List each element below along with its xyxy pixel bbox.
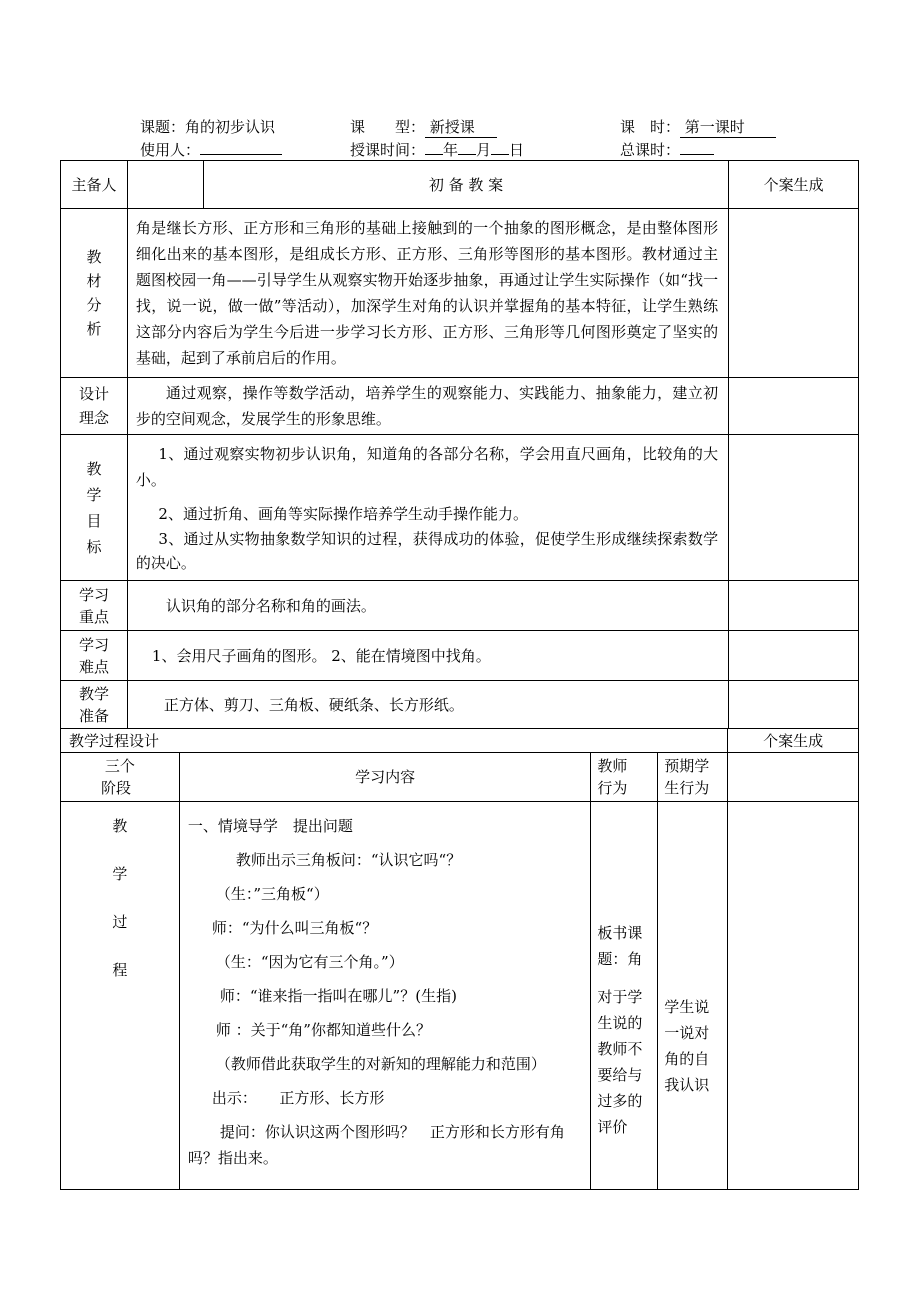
student-col-header: 预期学 生行为 [658, 753, 728, 802]
process-table [60, 728, 859, 1190]
total-value [680, 154, 714, 155]
process-body-row [61, 802, 859, 1190]
teacher-note-1: 板书课题：角 [597, 924, 643, 968]
key-point-text: 认识角的部分名称和角的画法。 [127, 581, 728, 631]
user-value [200, 154, 282, 155]
goals-row [61, 435, 859, 581]
design-concept-text: 通过观察，操作等数学活动，培养学生的观察能力、实践能力、抽象能力，建立初步的空间观念，发展学生的形象思维。 [127, 378, 728, 435]
student-note-1: 学生说一说对角的自我认识 [664, 998, 710, 1094]
difficulty-label: 学习 难点 [61, 631, 128, 681]
key-point-label: 学习 重点 [61, 581, 128, 631]
topic-row [140, 116, 275, 137]
lesson-type-label: 课 型： [350, 118, 426, 136]
goals-text [127, 435, 728, 581]
process-title: 教学过程设计 [61, 729, 728, 753]
process-header-row [61, 753, 859, 802]
design-concept-row [61, 378, 859, 435]
preparer-value [127, 161, 203, 209]
date-year: 年 [443, 141, 459, 159]
lesson-type-row [350, 116, 497, 138]
content-line-1: 一、情境导学 提出问题 [187, 817, 353, 835]
topic-label: 课题： [140, 118, 186, 136]
date-label: 授课时间： [350, 141, 426, 159]
goal-3: 3、通过从实物抽象数学知识的过程，获得成功的体验，促使学生形成继续探索数学的决心。 [135, 529, 719, 572]
content-col-header: 学习内容 [179, 753, 590, 802]
date-month: 月 [476, 141, 492, 159]
lesson-type-value: 新授课 [429, 118, 475, 136]
total-label: 总课时： [620, 141, 681, 159]
personal-col-header: 个案生成 [729, 161, 859, 209]
prep-row [61, 681, 859, 729]
content-line-3: （生：”三角板“） [215, 885, 329, 903]
content-line-7: 师 ：关于“角”你都知道些什么？ [215, 1021, 431, 1039]
goal-1: 1、通过观察实物初步认识角，知道角的各部分名称，学会用直尺画角，比较角的大小。 [135, 444, 719, 489]
difficulty-text: 1、会用尺子画角的图形。 2、能在情境图中找角。 [127, 631, 728, 681]
plan-header-row [61, 161, 859, 209]
content-line-8: （教师借此获取学生的对新知的理解能力和范围） [215, 1055, 546, 1073]
preparer-label: 主备人 [61, 161, 128, 209]
content-line-10: 提问：你认识这两个图形吗？ 正方形和长方形有角吗？指出来。 [187, 1123, 565, 1167]
material-analysis-label: 教 材 分 析 [61, 209, 128, 378]
teacher-note-2: 对于学生说的教师不要给与过多的评价 [597, 988, 643, 1136]
process-title-row [61, 729, 859, 753]
material-analysis-row [61, 209, 859, 378]
teacher-cell [591, 802, 658, 1190]
content-line-5: （生：“因为它有三个角。”） [215, 953, 404, 971]
stage-char-2: 学 [112, 865, 128, 883]
user-label: 使用人： [140, 141, 201, 159]
prep-text: 正方体、剪刀、三角板、硬纸条、长方形纸。 [127, 681, 728, 729]
period-row [620, 116, 776, 138]
content-line-6: 师：“谁来指一指叫在哪儿”？(生指) [219, 987, 457, 1005]
date-day: 日 [509, 141, 525, 159]
period-value: 第一课时 [684, 118, 745, 136]
period-label: 课 时： [620, 118, 681, 136]
content-line-9: 出示： 正方形、长方形 [211, 1089, 385, 1107]
material-analysis-text: 角是继长方形、正方形和三角形的基础上接触到的一个抽象的图形概念，是由整体图形细化出来的基本图形，是组成长方形、正方形、三角形等图形的基本图形。教材通过主题图校园一角——引导学生从观察实物开始逐步抽象，再通过让学生实际操作（如“找一找，说一说，做一做”等活动），加深学生对角的认识并掌握角的基本特征，让学生熟练这部分内容后为学生今后进一步学习长方形、正方形、三角形等几何图形奠定了坚实的基础，起到了承前启后的作用。 [127, 209, 728, 378]
stage-char-3: 过 [112, 913, 128, 931]
stage-char-4: 程 [112, 961, 128, 979]
plan-title: 初 备 教 案 [203, 161, 728, 209]
process-personal-col: 个案生成 [728, 729, 859, 753]
stage-char-1: 教 [112, 817, 128, 835]
content-line-2: 教师出示三角板问：“认识它吗“？ [235, 851, 462, 869]
design-concept-label: 设计 理念 [61, 378, 128, 435]
content-cell [179, 802, 590, 1190]
goals-label: 教 学 目 标 [61, 435, 128, 581]
teacher-col-header: 教师 行为 [591, 753, 658, 802]
key-point-row [61, 581, 859, 631]
stage-cell [61, 802, 180, 1190]
user-row [140, 139, 282, 160]
goal-2: 2、通过折角、画角等实际操作培养学生动手操作能力。 [158, 504, 528, 523]
student-cell [658, 802, 728, 1190]
plan-table [60, 160, 859, 729]
topic-value: 角的初步认识 [185, 118, 276, 136]
date-row [350, 139, 524, 160]
content-line-4: 师：“为什么叫三角板“？ [211, 919, 378, 937]
prep-label: 教学 准备 [61, 681, 128, 729]
total-row [620, 139, 714, 160]
difficulty-row [61, 631, 859, 681]
stage-col-header: 三个 阶段 [61, 753, 180, 802]
